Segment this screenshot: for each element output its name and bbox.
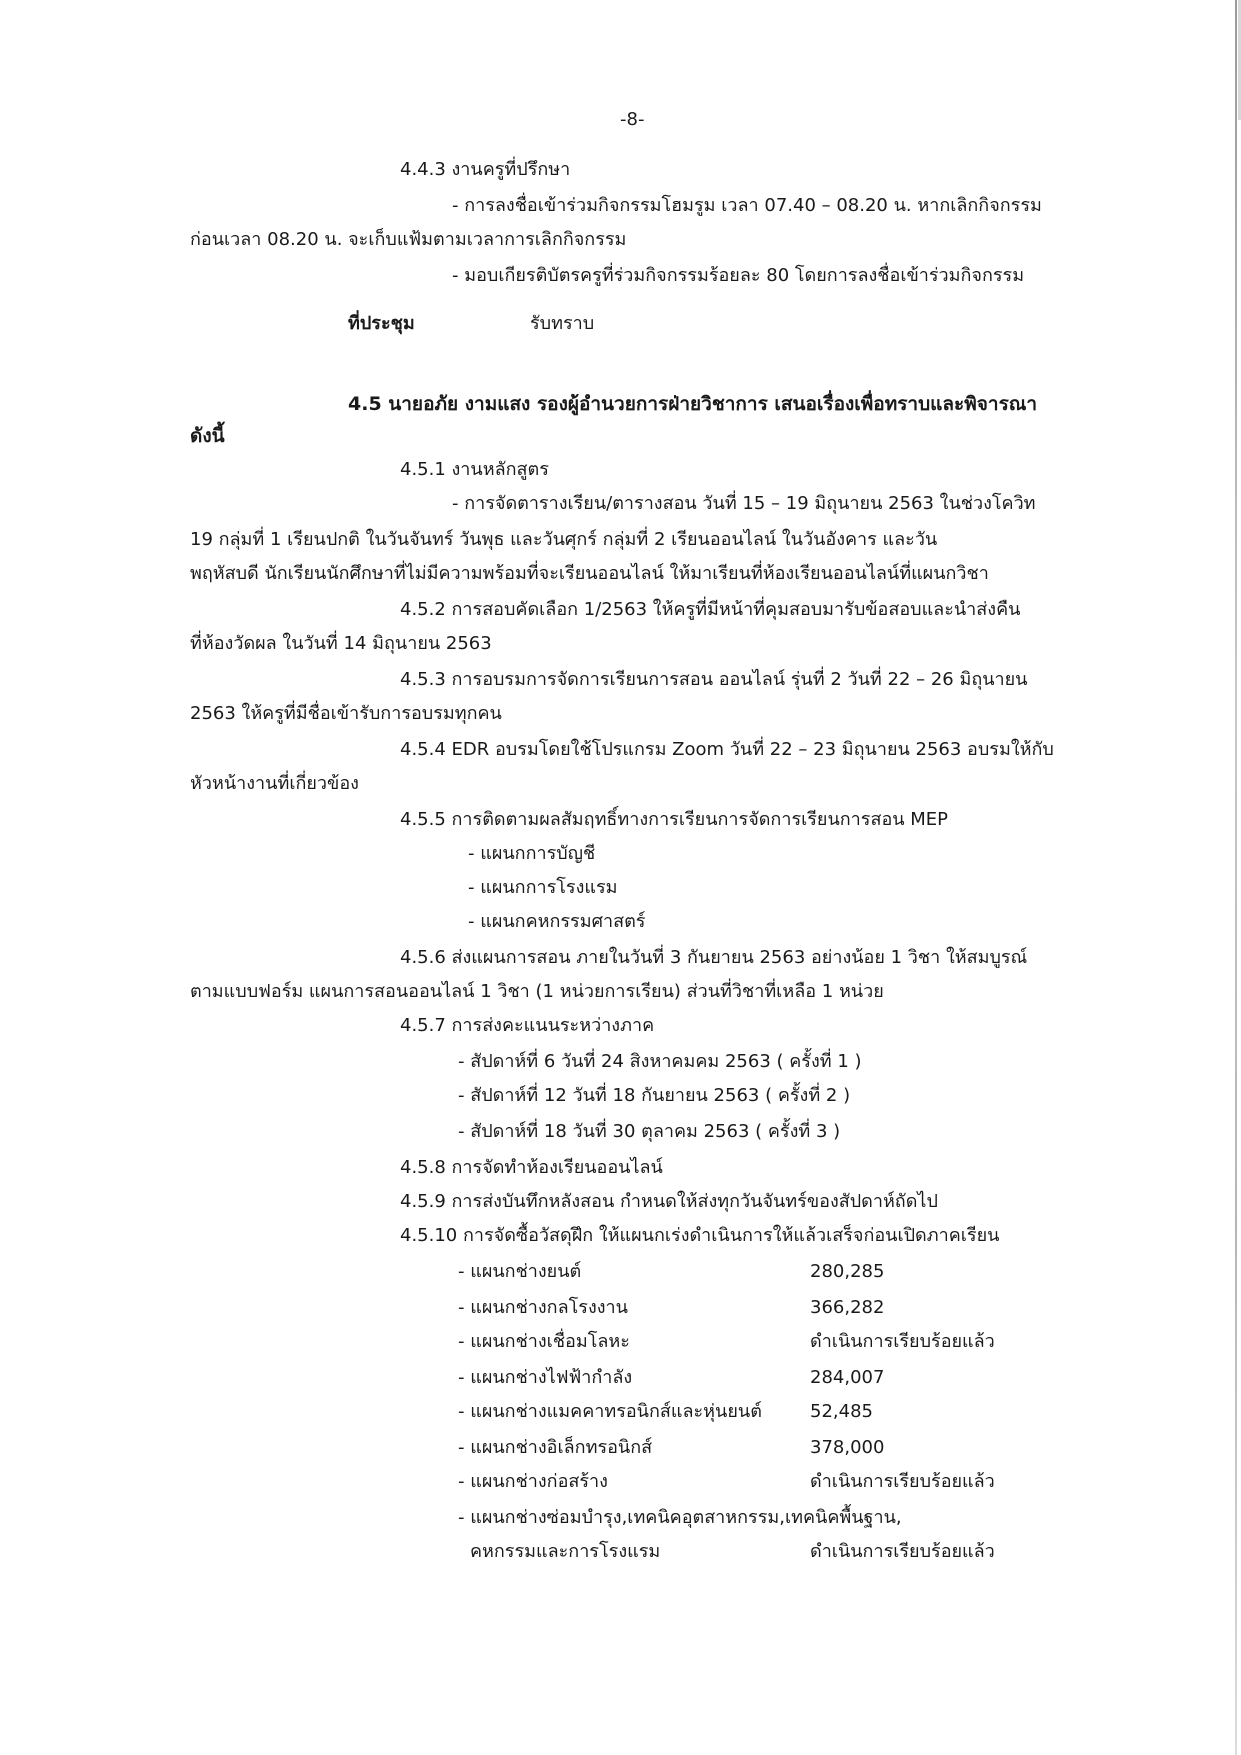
s45-title-line2: ดังนี้: [190, 425, 225, 447]
meeting-result: รับทราบ: [530, 313, 595, 334]
s456-line2: ตามแบบฟอร์ม แผนการสอนออนไลน์ 1 วิชา (1 หน่วยการเรียน) ส่วนที่วิชาที่เหลือ 1 หน่วย: [190, 981, 884, 1002]
s443-p1-line1: - การลงชื่อเข้าร่วมกิจกรรมโฮมรูม เวลา 07.40 – 08.20 น. หากเลิกกิจกรรม: [452, 195, 1042, 216]
s4510-value: 52,485: [810, 1401, 873, 1422]
s4510-value: 366,282: [810, 1297, 885, 1318]
s4510-dept: - แผนกช่างยนต์: [458, 1261, 582, 1282]
s4510-heading: 4.5.10 การจัดซื้อวัสดุฝึก ให้แผนกเร่งดำเนินการให้แล้วเสร็จก่อนเปิดภาคเรียน: [400, 1225, 1000, 1246]
s451-heading: 4.5.1 งานหลักสูตร: [400, 459, 549, 480]
s455-item: - แผนกการโรงแรม: [468, 877, 618, 898]
meeting-label: ที่ประชุม: [348, 313, 415, 334]
s443-p1-line2: ก่อนเวลา 08.20 น. จะเก็บแฟ้มตามเวลาการเลิกกิจกรรม: [190, 229, 627, 250]
s4510-dept: - แผนกช่างกลโรงงาน: [458, 1297, 628, 1318]
s452-line1: 4.5.2 การสอบคัดเลือก 1/2563 ให้ครูที่มีหน้าที่คุมสอบมารับข้อสอบและนำส่งคืน: [400, 599, 1021, 620]
s451-line2: 19 กลุ่มที่ 1 เรียนปกติ ในวันจันทร์ วันพุธ และวันศุกร์ กลุ่มที่ 2 เรียนออนไลน์ ในวันอังคาร และวัน: [190, 529, 938, 550]
s457-heading: 4.5.7 การส่งคะแนนระหว่างภาค: [400, 1015, 655, 1036]
scan-edge-shadow: [1235, 0, 1237, 1755]
page-number: -8-: [620, 109, 645, 130]
s453-line2: 2563 ให้ครูที่มีชื่อเข้ารับการอบรมทุกคน: [190, 703, 502, 724]
s455-heading: 4.5.5 การติดตามผลสัมฤทธิ์ทางการเรียนการจัดการเรียนการสอน MEP: [400, 809, 949, 830]
s457-item: - สัปดาห์ที่ 18 วันที่ 30 ตุลาคม 2563 ( ครั้งที่ 3 ): [458, 1121, 841, 1142]
s4510-last-line1: - แผนกช่างซ่อมบำรุง,เทคนิคอุตสาหกรรม,เทคนิคพื้นฐาน,: [458, 1507, 902, 1528]
s455-item: - แผนกคหกรรมศาสตร์: [468, 911, 646, 932]
s458: 4.5.8 การจัดทำห้องเรียนออนไลน์: [400, 1157, 663, 1178]
s457-item: - สัปดาห์ที่ 12 วันที่ 18 กันยายน 2563 ( ครั้งที่ 2 ): [458, 1085, 851, 1106]
s4510-dept: - แผนกช่างก่อสร้าง: [458, 1471, 608, 1492]
s4510-value: 280,285: [810, 1261, 885, 1282]
s452-line2: ที่ห้องวัดผล ในวันที่ 14 มิถุนายน 2563: [190, 633, 492, 654]
s4510-dept: - แผนกช่างแมคคาทรอนิกส์และหุ่นยนต์: [458, 1401, 762, 1422]
s4510-value: ดำเนินการเรียบร้อยแล้ว: [810, 1331, 995, 1352]
s453-line1: 4.5.3 การอบรมการจัดการเรียนการสอน ออนไลน์ รุ่นที่ 2 วันที่ 22 – 26 มิถุนายน: [400, 669, 1028, 690]
s443-p2: - มอบเกียรติบัตรครูที่ร่วมกิจกรรมร้อยละ 80 โดยการลงชื่อเข้าร่วมกิจกรรม: [452, 265, 1025, 286]
s4510-last-value: ดำเนินการเรียบร้อยแล้ว: [810, 1541, 995, 1562]
s4510-dept: - แผนกช่างอิเล็กทรอนิกส์: [458, 1437, 653, 1458]
s451-line3: พฤหัสบดี นักเรียนนักศึกษาที่ไม่มีความพร้อมที่จะเรียนออนไลน์ ให้มาเรียนที่ห้องเรียนออนไลน์ที่แผนกวิชา: [190, 563, 989, 584]
s4510-dept: - แผนกช่างไฟฟ้ากำลัง: [458, 1367, 633, 1388]
s455-item: - แผนกการบัญชี: [468, 843, 596, 864]
s4510-value: 378,000: [810, 1437, 885, 1458]
s4510-dept: - แผนกช่างเชื่อมโลหะ: [458, 1331, 630, 1352]
s443-heading: 4.4.3 งานครูที่ปรึกษา: [400, 159, 571, 180]
s45-title-line1: 4.5 นายอภัย งามแสง รองผู้อำนวยการฝ่ายวิชาการ เสนอเรื่องเพื่อทราบและพิจารณา: [348, 393, 1038, 415]
s454-line2: หัวหน้างานที่เกี่ยวข้อง: [190, 773, 359, 794]
s4510-value: 284,007: [810, 1367, 885, 1388]
s459: 4.5.9 การส่งบันทึกหลังสอน กำหนดให้ส่งทุกวันจันทร์ของสัปดาห์ถัดไป: [400, 1191, 938, 1212]
s4510-last-dept2: คหกรรมและการโรงแรม: [470, 1541, 661, 1562]
s456-line1: 4.5.6 ส่งแผนการสอน ภายในวันที่ 3 กันยายน 2563 อย่างน้อย 1 วิชา ให้สมบูรณ์: [400, 947, 1028, 968]
s457-item: - สัปดาห์ที่ 6 วันที่ 24 สิงหาคมคม 2563 ( ครั้งที่ 1 ): [458, 1051, 862, 1072]
s451-line1: - การจัดตารางเรียน/ตารางสอน วันที่ 15 – 19 มิถุนายน 2563 ในช่วงโควิท: [452, 493, 1036, 514]
s4510-value: ดำเนินการเรียบร้อยแล้ว: [810, 1471, 995, 1492]
s454-line1: 4.5.4 EDR อบรมโดยใช้โปรแกรม Zoom วันที่ 22 – 23 มิถุนายน 2563 อบรมให้กับ: [400, 739, 1054, 760]
